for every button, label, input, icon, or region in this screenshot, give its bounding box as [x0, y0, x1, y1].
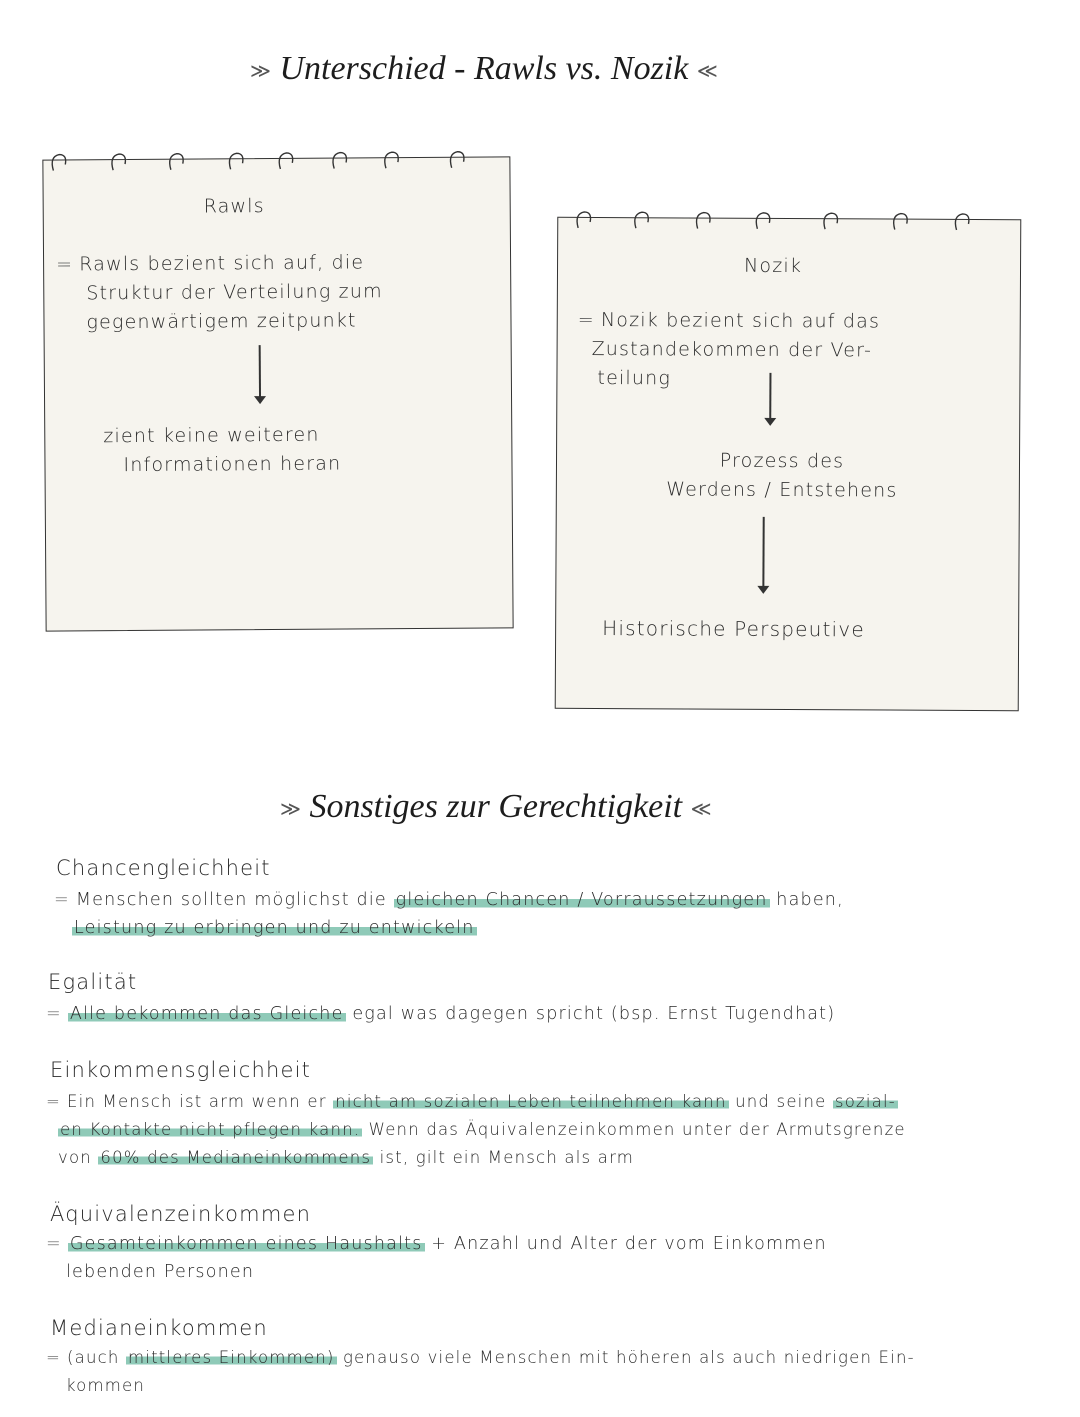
section-title — [280, 788, 712, 826]
rawls-result-line: Informationen heran — [123, 452, 342, 477]
term-chancengleichheit: Chancengleichheit — [56, 856, 271, 880]
nozik-result: Historische Perspeutive — [602, 616, 865, 642]
definition-text: egal was dagegen spricht (bsp. Ernst Tugendhat) — [352, 1004, 836, 1024]
definition-text: (auch — [67, 1348, 120, 1367]
definition-text: ist, gilt ein Mensch als arm — [379, 1148, 635, 1167]
highlight: en Kontakte nicht pflegen kann. — [60, 1120, 361, 1139]
rawls-heading: Rawls — [203, 195, 265, 218]
rawls-statement-line: Struktur der Verteilung zum — [86, 280, 383, 305]
nozik-statement-line: Zustandekommen der Ver- — [591, 337, 873, 362]
definition-text: von — [58, 1148, 92, 1167]
definition-aequivalenzeinkommen: = Gesamteinkommen eines Haushalts + Anzahl und Alter der vom Einkommen lebenden Personen — [46, 1230, 827, 1286]
rawls-statement-line: Rawls bezient sich auf, die — [79, 251, 365, 276]
definition-egalitaet: = Alle bekommen das Gleiche egal was dagegen spricht (bsp. Ernst Tugendhat) — [46, 1004, 836, 1024]
nozik-process-line: Werdens / Entstehens — [666, 478, 898, 502]
rawls-notepad — [42, 156, 513, 631]
definition-chancengleichheit: = Menschen sollten möglichst die gleichen Chancen / Vorraussetzungen haben, Leistung zu erbringen und zu entwickeln — [54, 890, 844, 938]
rawls-statement-line: gegenwärtigem zeitpunkt — [86, 309, 357, 334]
nozik-statement-line: Nozik bezient sich auf das — [600, 309, 881, 333]
term-aequivalenzeinkommen: Äquivalenzeinkommen — [50, 1202, 312, 1226]
rawls-statement: = Rawls bezient sich auf, die Struktur der Verteilung zum gegenwärtigem zeitpunkt — [56, 248, 383, 337]
definition-text: Menschen sollten möglichst die — [75, 890, 387, 910]
section-deco-left: ≫ — [280, 798, 301, 821]
section-title-text: Sonstiges zur Gerechtigkeit — [309, 788, 683, 825]
spiral-binding-icon — [43, 143, 509, 176]
nozik-heading: Nozik — [743, 254, 803, 278]
term-medianeinkommen: Medianeinkommen — [50, 1316, 268, 1340]
page-title — [250, 50, 718, 88]
section-deco-right: ≪ — [690, 798, 712, 821]
highlight: nicht am sozialen Leben teilnehmen kann — [335, 1092, 727, 1111]
title-text: Unterschied - Rawls vs. Nozik — [279, 50, 689, 87]
definition-text: und seine — [735, 1092, 827, 1111]
highlight: gleichen Chancen / Vorraussetzungen — [395, 890, 768, 910]
spiral-binding-icon — [558, 204, 1020, 236]
highlight: mittleres Einkommen) — [128, 1348, 335, 1367]
definition-text: + Anzahl und Alter der vom Einkommen — [431, 1234, 827, 1254]
down-arrow-icon — [756, 517, 770, 594]
nozik-process-line: Prozess des — [719, 449, 845, 473]
highlight: Gesamteinkommen eines Haushalts — [69, 1234, 423, 1254]
rawls-result-line: zient keine weiteren — [103, 423, 320, 448]
rawls-result — [103, 421, 341, 481]
highlight: sozial- — [834, 1092, 896, 1111]
definition-text: kommen — [66, 1376, 146, 1395]
down-arrow-icon — [253, 345, 267, 404]
nozik-statement: = Nozik bezient sich auf das Zustandekommen der Ver- teilung — [577, 306, 880, 395]
definition-text: Ein Mensch ist arm wenn er — [67, 1092, 327, 1111]
term-einkommensgleichheit: Einkommensgleichheit — [50, 1058, 312, 1082]
title-deco-left: ≫ — [250, 60, 271, 83]
definition-text: genauso viele Menschen mit höheren als auch niedrigen Ein- — [342, 1348, 915, 1367]
highlight: Leistung zu erbringen und zu entwickeln — [74, 918, 475, 938]
nozik-process — [637, 446, 927, 506]
definition-text: lebenden Personen — [66, 1262, 255, 1282]
definition-medianeinkommen: = (auch mittleres Einkommen) genauso viele Menschen mit höheren als auch niedrigen Ein- kommen — [46, 1344, 915, 1400]
term-egalitaet: Egalität — [48, 970, 138, 994]
highlight: Alle bekommen das Gleiche — [69, 1004, 344, 1024]
definition-text: haben, — [776, 890, 844, 910]
definition-einkommensgleichheit: = Ein Mensch ist arm wenn er nicht am sozialen Leben teilnehmen kann und seine sozial- en Kontakte nicht pflegen kann. Wenn das Äquivalenzeinkommen unter der Armutsgrenze von 60% des Medianeinkommens ist, gilt ein Mensch als arm — [46, 1092, 906, 1167]
down-arrow-icon — [763, 373, 777, 426]
highlight: 60% des Medianeinkommens — [100, 1148, 372, 1167]
title-deco-right: ≪ — [696, 60, 718, 83]
nozik-notepad — [555, 217, 1022, 711]
nozik-statement-line: teilung — [597, 367, 672, 390]
definition-text: Wenn das Äquivalenzeinkommen unter der Armutsgrenze — [368, 1120, 906, 1139]
